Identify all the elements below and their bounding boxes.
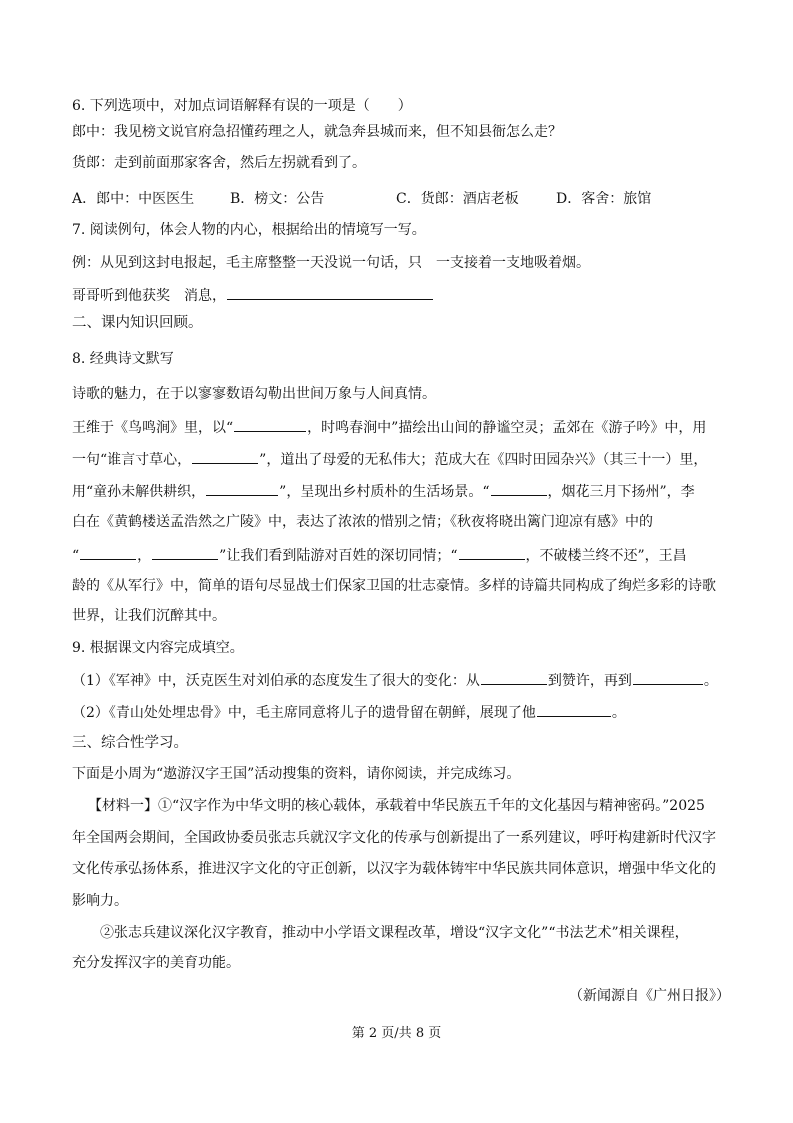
material-1-line-6: 充分发挥汉字的美育功能。 [72, 955, 240, 971]
q7-example: 例：从见到这封电报起，毛主席整整一天没说一句话，只 一支接着一支地吸着烟。 [72, 255, 590, 271]
q8-line-6 [72, 544, 722, 566]
q8-line-5: 白在《黄鹤楼送孟浩然之广陵》中，表达了浓浓的惜别之情；《秋夜将晓出篱门迎凉有感》中的 [72, 514, 653, 530]
q9-part-2 [72, 701, 722, 723]
q6-option-b: B．榜文：公告 [230, 191, 325, 207]
q6-option-a: A．郎中：中医医生 [72, 191, 195, 207]
q9-blank-3[interactable] [537, 701, 611, 717]
q7-prompt-line [72, 284, 722, 306]
q6-options [72, 189, 722, 209]
q7-stem: 7. 阅读例句，体会人物的内心，根据给出的情境写一写。 [72, 222, 426, 238]
q8-line-1: 诗歌的魅力，在于以寥寥数语勾勒出世间万象与人间真情。 [72, 386, 436, 402]
q9-blank-1[interactable] [481, 669, 547, 685]
q8-line-8: 世界，让我们沉醉其中。 [72, 608, 226, 624]
q8-blank-6[interactable] [152, 544, 218, 560]
q8-text: “ [72, 548, 80, 564]
q8-line-7: 龄的《从军行》中，简单的语句尽显战士们保家卫国的壮志豪情。多样的诗篇共同构成了绚烂多彩的诗歌 [72, 578, 716, 594]
material-1-line-2: 年全国两会期间，全国政协委员张志兵就汉字文化的传承与创新提出了一系列建议，呼吁构建新时代汉字 [72, 830, 716, 846]
q8-text: ，时鸣春涧中”描绘出山间的静谧空灵；孟郊在《游子吟》中，用 [307, 420, 707, 436]
section-3-intro: 下面是小周为“遨游汉字王国”活动搜集的资料，请你阅读，并完成练习。 [72, 766, 521, 782]
q8-text: ， [137, 548, 152, 564]
q8-line-4 [72, 480, 722, 502]
q8-text: 用“童孙未解供耕织， [72, 484, 206, 500]
q9-text: （1）《军神》中，沃克医生对刘伯承的态度发生了很大的变化：从 [72, 673, 480, 689]
q8-text: 一句“谁言寸草心， [72, 452, 192, 468]
material-1-line-3: 文化传承弘扬体系，推进汉字文化的守正创新，以汉字为载体铸牢中华民族共同体意识，增强中华文化的 [72, 861, 716, 877]
q8-text: ”，呈现出乡村质朴的生活场景。“ [279, 484, 490, 500]
q8-stem: 8. 经典诗文默写 [72, 351, 174, 367]
q8-text: ”，道出了母爱的无私伟大；范成大在《四时田园杂兴》（其三十一）里， [259, 452, 708, 468]
q6-stem: 6. 下列选项中，对加点词语解释有误的一项是（ ） [72, 98, 412, 114]
q9-stem: 9. 根据课文内容完成填空。 [72, 640, 244, 656]
q8-blank-1[interactable] [234, 416, 306, 432]
q8-text: ，不破楼兰终不还”，王昌 [525, 548, 687, 564]
q6-option-d: D．客舍：旅馆 [556, 191, 652, 207]
q8-blank-3[interactable] [206, 480, 278, 496]
q9-text: （2）《青山处处埋忠骨》中，毛主席同意将儿子的遗骨留在朝鲜，展现了他 [72, 705, 536, 721]
q8-text: ”让我们看到陆游对百姓的深切同情；“ [219, 548, 458, 564]
q6-dialog-1: 郎中：我见榜文说官府急招懂药理之人，就急奔县城而来，但不知县衙怎么走？ [72, 124, 562, 140]
q8-text: 王维于《鸟鸣涧》里，以“ [72, 420, 234, 436]
q9-text: 。 [611, 705, 626, 721]
material-1-line-1: 【材料一】①“汉字作为中华文明的核心载体，承载着中华民族五千年的文化基因与精神密码。”2025 [88, 798, 705, 814]
q8-blank-2[interactable] [192, 448, 258, 464]
q8-blank-7[interactable] [459, 544, 525, 560]
material-1-line-4: 影响力。 [72, 893, 128, 909]
q8-line-2 [72, 416, 722, 438]
section-3-heading: 三、综合性学习。 [72, 735, 188, 751]
q8-text: ，烟花三月下扬州”，李 [547, 484, 695, 500]
q8-blank-4[interactable] [491, 480, 547, 496]
q7-answer-blank[interactable] [227, 284, 433, 300]
q7-prompt: 哥哥听到他获奖 消息， [72, 288, 226, 304]
q8-line-3 [72, 448, 722, 470]
q6-dialog-2: 货郎：走到前面那家客舍，然后左拐就看到了。 [72, 155, 366, 171]
material-1-line-5: ②张志兵建议深化汉字教育，推动中小学语文课程改革，增设“汉字文化”“书法艺术”相关课程， [100, 925, 689, 941]
q9-text: 到赞许，再到 [547, 673, 632, 689]
page-number: 第 2 页/共 8 页 [351, 1026, 442, 1041]
q8-blank-5[interactable] [80, 544, 136, 560]
material-1-source: （新闻源自《广州日报》） [569, 988, 730, 1004]
q9-part-1 [72, 669, 722, 691]
section-2-heading: 二、课内知识回顾。 [72, 315, 203, 331]
q9-text: 。 [703, 673, 718, 689]
q9-blank-2[interactable] [633, 669, 703, 685]
q6-option-c: C．货郎：酒店老板 [396, 191, 519, 207]
